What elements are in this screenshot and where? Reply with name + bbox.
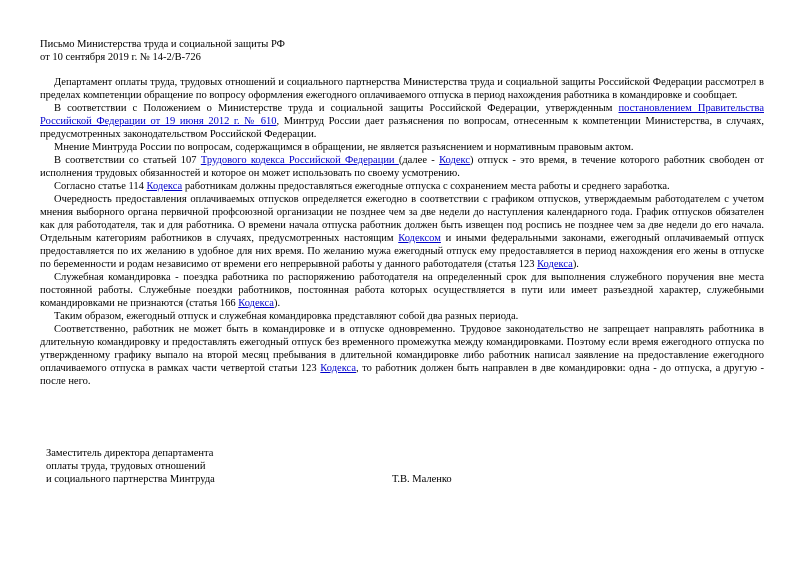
link-code-3[interactable]: Кодексом [398,233,441,244]
signer-position-line-2: оплаты труда, трудовых отношений [46,461,206,472]
paragraph-5-text-a: Согласно статье 114 [54,181,147,192]
paragraph-5-text-b: работникам должны предоставляться ежегодные отпуска с сохранением места работы и среднего заработка. [182,181,670,192]
paragraph-9-text-a: Соответственно, работник не может быть в командировке и в отпуске одновременно. Трудовое законодательство не запрещает направлять работника в длительную командировку и предоставлять ежегодный отпуск без временного промежутка между командировками. Поэтому если время ежегодного отпуска по утвержденному графику выпало на второй месяц пребывания в длительной командировке либо работник написал заявление на предоставление ежегодного оплачиваемого отпуска в рамках части четвертой статьи 123 [40,324,764,374]
link-code-6[interactable]: Кодекса [320,363,357,374]
paragraph-5 [40,180,764,193]
link-code-2[interactable]: Кодекса [146,181,183,192]
paragraph-2-text-a: В соответствии с Положением о Министерстве труда и социальной защиты Российской Федерации, утвержденным [54,103,619,114]
signer-position-line-1: Заместитель директора департамента [46,448,214,459]
link-code-4[interactable]: Кодекса [537,259,573,270]
paragraph-6-text-b: и иными федеральными законами, ежегодный оплачиваемый отпуск предоставляется по их желанию в удобное для них время. По желанию мужа ежегодный отпуск ему предоставляется в период нахождения его жены в отпуске по беременности и родам независимо от времени его непрерывной работы у данного работодателя (статья 123 [40,233,764,270]
paragraph-4-text-b: (далее - [398,155,440,166]
paragraph-1: Департамент оплаты труда, трудовых отношений и социального партнерства Министерства труда и социальной защиты Российской Федерации рассмотрел в пределах компетенции обращение по вопросу оформления ежегодного оплачиваемого отпуска в период нахождения работника в командировке и сообщает. [40,77,764,101]
paragraph-6-text-c: ). [572,259,579,270]
document-title: Письмо Министерства труда и социальной защиты РФ [40,39,285,50]
signer-name: Т.В. Маленко [392,474,452,485]
paragraph-4-text-a: В соответствии со статьей 107 [54,155,201,166]
paragraph-6 [40,193,764,271]
link-government-decree[interactable]: постановлением Правительства Российской Федерации от 19 июня 2012 г. № 610 [40,103,764,127]
signer-position-line-3: и социального партнерства Минтруда [46,474,215,485]
paragraph-2-text-b: , Минтруд России дает разъяснения по вопросам, отнесенным к компетенции Министерства, в случаях, предусмотренных законодательством Российской Федерации. [40,116,764,140]
document-date-number: от 10 сентября 2019 г. № 14-2/В-726 [40,52,201,63]
paragraph-7-text-b: ). [273,298,281,309]
link-labor-code[interactable]: Трудового кодекса Российской Федерации [200,155,399,166]
document-header [40,38,440,64]
paragraph-6-text-a: Очередность предоставления оплачиваемых отпусков определяется ежегодно в соответствии с графиком отпусков, утверждаемым работодателем с учетом мнения выборного органа первичной профсоюзной организации не позднее чем за две недели до наступления календарного года. График отпусков обязателен как для работодателя, так и для работника. О времени начала отпуска работник должен быть извещен под роспись не позднее чем за две недели до его начала. Отдельным категориям работников в случаях, предусмотренных настоящим [40,194,764,244]
paragraph-9 [40,323,764,388]
paragraph-8: Таким образом, ежегодный отпуск и служебная командировка представляют собой два разных периода. [54,311,519,322]
paragraph-7-text-a: Служебная командировка - поездка работника по распоряжению работодателя на определенный срок для выполнения служебного поручения вне места постоянной работы. Служебные поездки работников, постоянная работа которых осуществляется в пути или имеет разъездной характер, служебными командировками не признаются (статья 166 [40,272,764,309]
paragraph-4-text-c: ) отпуск - это время, в течение которого работник свободен от исполнения трудовых обязанностей и которое он может использовать по своему усмотрению. [40,155,764,179]
link-code-1[interactable]: Кодекс [439,155,470,166]
paragraph-7 [40,271,764,310]
signature-block [46,447,346,486]
paragraph-2 [40,102,764,141]
paragraph-9-text-b: , то работник должен быть направлен в две командировки: одна - до отпуска, а другую - после него. [40,363,764,387]
link-code-5[interactable]: Кодекса [238,298,274,309]
paragraph-4 [40,154,764,180]
paragraph-3: Мнение Минтруда России по вопросам, содержащимся в обращении, не является разъяснением и нормативным правовым актом. [54,142,634,153]
document-body [40,76,764,388]
